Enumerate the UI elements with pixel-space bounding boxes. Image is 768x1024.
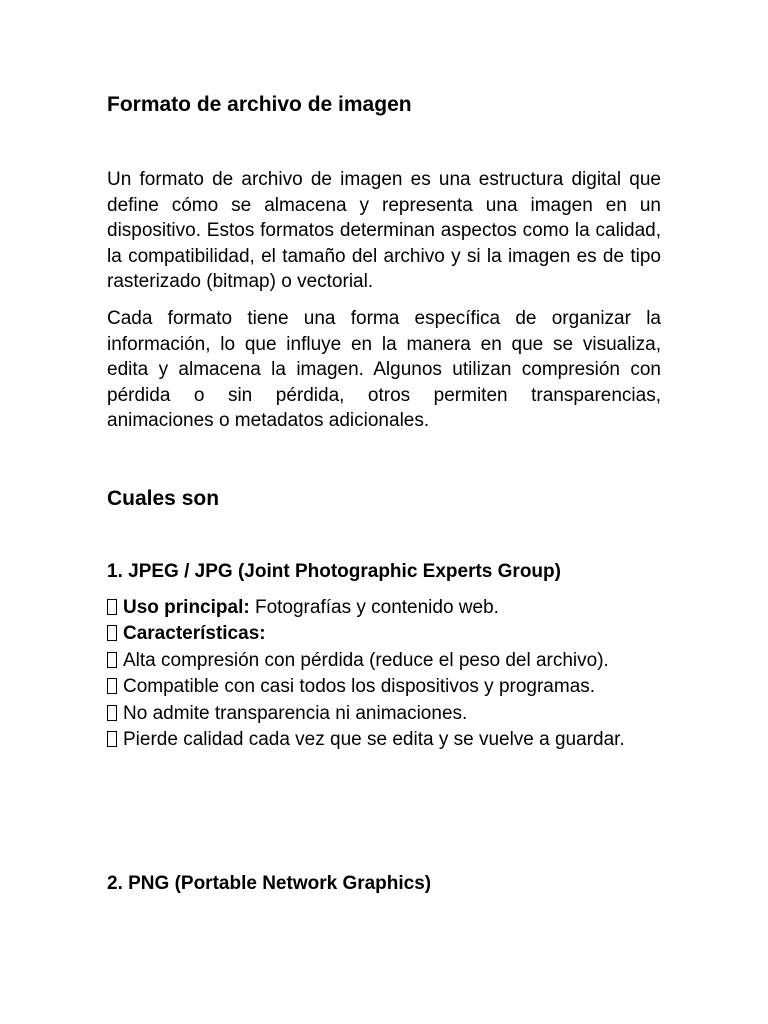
list-item: [107, 648, 667, 674]
feature-text: Pierde calidad cada vez que se edita y se vuelve a guardar.: [123, 728, 625, 750]
list-item: [107, 727, 667, 753]
missing-glyph-box-icon: [107, 599, 117, 615]
missing-glyph-box-icon: [107, 731, 117, 747]
missing-glyph-box-icon: [107, 705, 117, 721]
document-title: Formato de archivo de imagen: [107, 93, 412, 116]
feature-text: Compatible con casi todos los dispositivos y programas.: [123, 676, 596, 698]
list-item: [107, 701, 667, 727]
missing-glyph-box-icon: [107, 652, 117, 668]
missing-glyph-box-icon: [107, 625, 117, 641]
missing-glyph-box-icon: [107, 678, 117, 694]
section-title: Cuales son: [107, 487, 220, 510]
list-item: [107, 674, 667, 700]
features-label: Características:: [123, 623, 266, 645]
format-heading-png: 2. PNG (Portable Network Graphics): [107, 873, 432, 894]
second-paragraph: Cada formato tiene una forma específica de organizar la información, lo que influye en la manera en que se visualiza, edita y almacena la imagen. Algunos utilizan compresión con pérdida o sin pérdida, otros permiten transparencias, animaciones o metadatos adicionales.: [107, 308, 661, 432]
list-item: [107, 621, 667, 647]
intro-paragraph: Un formato de archivo de imagen es una estructura digital que define cómo se almacena y representa una imagen en un dispositivo. Estos formatos determinan aspectos como la calidad, la compatibilidad, el tamaño del archivo y si la imagen es de tipo rasterizado (bitmap) o vectorial.: [107, 169, 661, 293]
feature-text: No admite transparencia ni animaciones.: [123, 702, 468, 724]
list-item: [107, 595, 667, 621]
jpeg-details-list: [107, 595, 667, 753]
format-heading-jpeg: 1. JPEG / JPG (Joint Photographic Experts Group): [107, 561, 561, 582]
use-label: Uso principal:: [123, 597, 250, 618]
feature-text: Alta compresión con pérdida (reduce el peso del archivo).: [123, 649, 609, 671]
use-text: Fotografías y contenido web.: [249, 597, 499, 618]
